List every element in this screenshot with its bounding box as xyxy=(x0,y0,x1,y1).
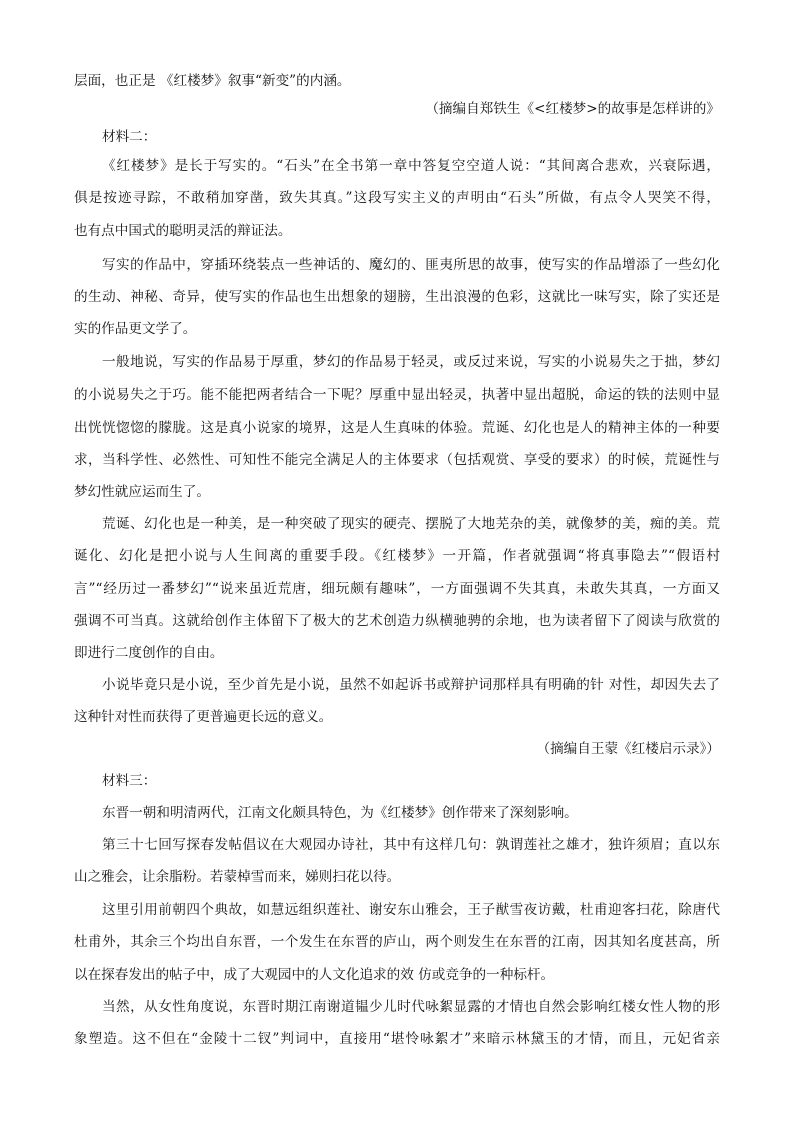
source-citation: （摘编自王蒙《红楼启示录》） xyxy=(536,741,720,757)
paragraph-line: 强调不可当真。这就给创作主体留下了极大的艺术创造力纵横驰骋的余地，也为读者留下了阅读与欣赏的 xyxy=(74,613,720,629)
paragraph-line: 当然，从女性角度说，东晋时期江南谢道韫少儿时代咏絮显露的才情也自然会影响红楼女性人物的形 xyxy=(102,999,720,1015)
paragraph-line: 《红楼梦》是长于写实的。“石头”在全书第一章中答复空空道人说：“其间离合悲欢，兴衰际遇， xyxy=(102,158,720,174)
paragraph-line: 这里引用前朝四个典故，如慧远组织莲社、谢安东山雅会，王子猷雪夜访戴，杜甫迎客扫花，除唐代 xyxy=(102,902,720,918)
text-line: 层面，也正是 《红楼梦》叙事“新变”的内涵。 xyxy=(74,73,351,89)
paragraph-line: 诞化、幻化是把小说与人生间离的重要手段。《红楼梦》一开篇，作者就强调“将真事隐去”“假语村 xyxy=(74,548,720,564)
paragraph-line: 这种针对性而获得了更普遍更长远的意义。 xyxy=(74,709,333,725)
paragraph-line: 实的作品更文学了。 xyxy=(74,321,197,337)
paragraph-line: 梦幻性就应运而生了。 xyxy=(74,484,210,500)
section-heading: 材料二： xyxy=(102,129,157,145)
source-citation: （摘编自郑铁生《<红楼梦>的故事是怎样讲的》 xyxy=(425,101,720,117)
paragraph-line: 象塑造。这不但在“金陵十二钗”判词中，直接用“堪怜咏絮才”来暗示林黛玉的才情，而且，元妃省亲 xyxy=(74,1031,720,1047)
paragraph-line: 的小说易失之于巧。能不能把两者结合一下呢？厚重中显出轻灵，执著中显出超脱，命运的铁的法则中显 xyxy=(74,387,720,403)
paragraph-line: 俱是按迹寻踪，不敢稍加穿凿，致失其真。”这段写实主义的声明由“石头”所做，有点令人哭笑不得， xyxy=(74,190,720,206)
paragraph-line: 以在探春发出的帖子中，成了大观园中的人文化追求的效 仿或竞争的一种标杆。 xyxy=(74,967,555,983)
paragraph-line: 杜甫外，其余三个均出自东晋，一个发生在东晋的庐山，两个则发生在东晋的江南，因其知名度甚高，所 xyxy=(74,934,720,950)
paragraph-line: 第三十七回写探春发帖倡议在大观园办诗社，其中有这样几句：孰谓莲社之雄才，独许须眉；直以东 xyxy=(102,837,720,853)
paragraph-line: 一般地说，写实的作品易于厚重，梦幻的作品易于轻灵，或反过来说，写实的小说易失之于拙，梦幻 xyxy=(102,354,720,370)
paragraph-line: 即进行二度创作的自由。 xyxy=(74,645,224,661)
paragraph-line: 出恍恍惚惚的朦胧。这是真小说家的境界，这是人生真味的体验。荒诞、幻化也是人的精神主体的一种要 xyxy=(74,420,720,436)
paragraph-line: 山之雅会，让余脂粉。若蒙棹雪而来，娣则扫花以待。 xyxy=(74,869,401,885)
paragraph-line: 东晋一朝和明清两代，江南文化颇具特色，为《红楼梦》创作带来了深刻影响。 xyxy=(102,805,578,821)
section-heading: 材料三： xyxy=(102,773,157,789)
paragraph-line: 也有点中国式的聪明灵活的辩证法。 xyxy=(74,223,292,239)
paragraph-line: 小说毕竟只是小说，至少首先是小说，虽然不如起诉书或辩护词那样具有明确的针 对性，却因失去了 xyxy=(102,677,720,693)
paragraph-line: 求，当科学性、必然性、可知性不能完全满足人的主体要求（包括观赏、享受的要求）的时候，荒诞性与 xyxy=(74,452,720,468)
paragraph-line: 荒诞、幻化也是一种美，是一种突破了现实的硬壳、摆脱了大地芜杂的美，就像梦的美，痴的美。荒 xyxy=(102,516,720,532)
paragraph-line: 写实的作品中，穿插环绕装点一些神话的、魔幻的、匪夷所思的故事，使写实的作品增添了一些幻化 xyxy=(102,257,720,273)
paragraph-line: 的生动、神秘、奇异，使写实的作品也生出想象的翅膀，生出浪漫的色彩，这就比一味写实，除了实还是 xyxy=(74,289,720,305)
paragraph-line: 言”“经历过一番梦幻”“说来虽近荒唐，细玩颇有趣味”，一方面强调不失其真，未敢失其真，一方面又 xyxy=(74,581,720,597)
